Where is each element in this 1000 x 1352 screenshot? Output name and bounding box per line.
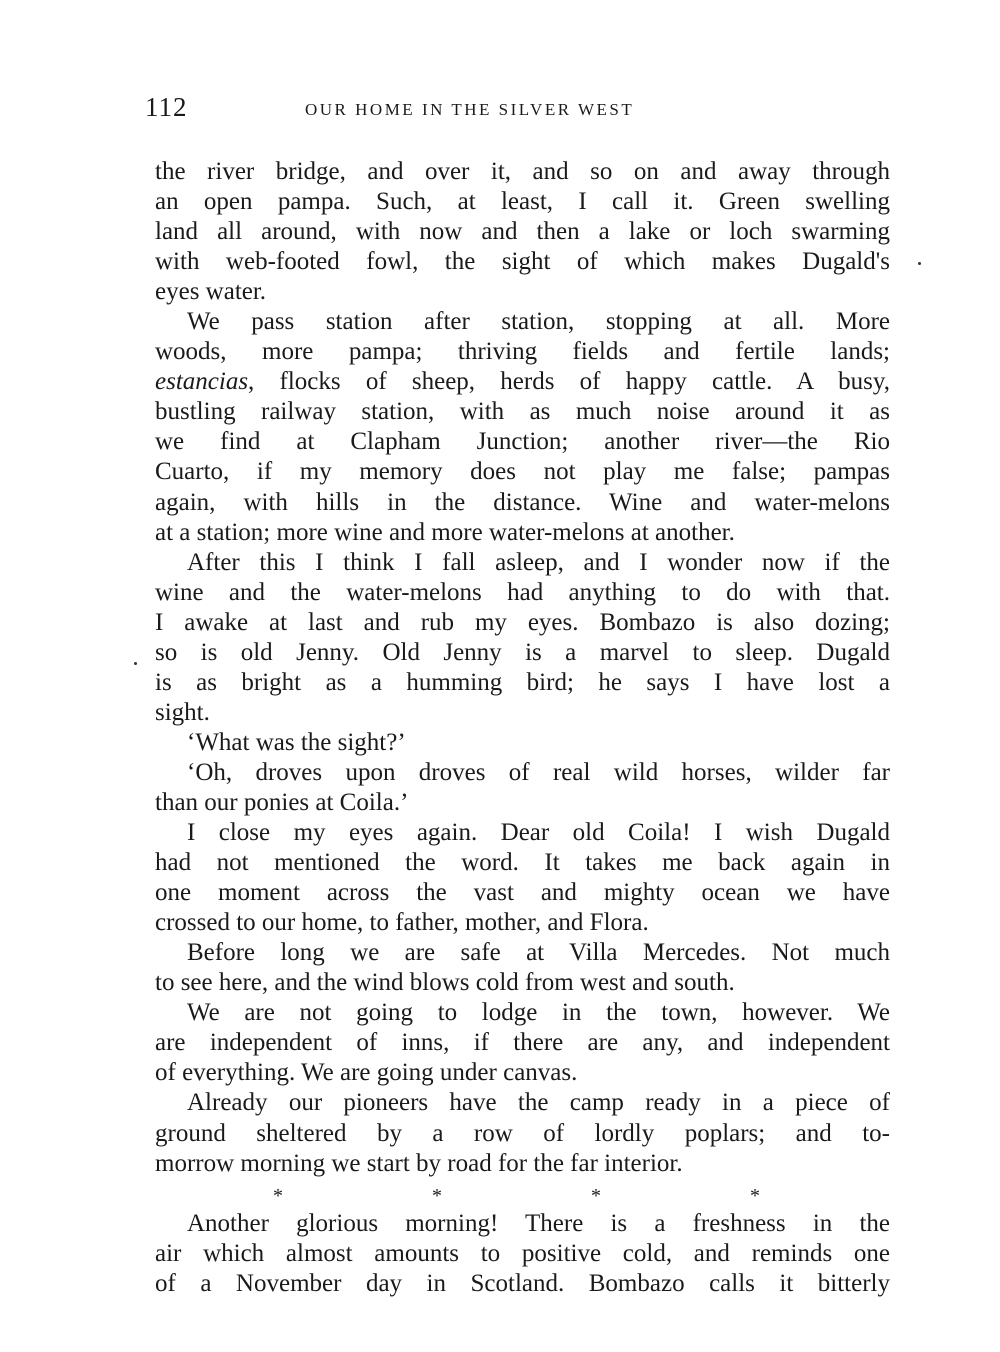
text-line: ‘Oh, droves upon droves of real wild horses, wilder far xyxy=(187,758,890,786)
text-line: of everything. We are going under canvas. xyxy=(155,1059,578,1087)
section-separator xyxy=(155,1179,890,1209)
text-line: We are not going to lodge in the town, however. We xyxy=(187,999,890,1027)
asterisk: * xyxy=(750,1184,760,1207)
page-number: 112 xyxy=(145,92,188,122)
text-line: Another glorious morning! There is a freshness in the xyxy=(187,1209,890,1237)
text-line: had not mentioned the word. It takes me back again in xyxy=(155,849,890,877)
asterisk: * xyxy=(591,1184,601,1207)
text-line: bustling railway station, with as much noise around it as xyxy=(155,398,890,426)
text-line: one moment across the vast and mighty ocean we have xyxy=(155,879,890,907)
text-line: wine and the water-melons had anything to do with that. xyxy=(155,578,890,606)
text-line: we find at Clapham Junction; another river—the Rio xyxy=(155,428,890,456)
body-text xyxy=(155,157,890,1299)
text-line: ground sheltered by a row of lordly poplars; and to- xyxy=(155,1119,890,1147)
text-line: again, with hills in the distance. Wine and water-melons xyxy=(155,488,890,516)
text-line: woods, more pampa; thriving fields and fertile lands; xyxy=(155,338,890,366)
text-line: at a station; more wine and more water-melons at another. xyxy=(155,518,735,546)
text-line: Cuarto, if my memory does not play me false; pampas xyxy=(155,458,890,486)
text-line: I awake at last and rub my eyes. Bombazo is also dozing; xyxy=(155,608,890,636)
text-line: crossed to our home, to father, mother, and Flora. xyxy=(155,909,649,937)
text-line: an open pampa. Such, at least, I call it. Green swelling xyxy=(155,188,890,216)
page-header xyxy=(145,92,885,132)
text-line: estancias, flocks of sheep, herds of happy cattle. A busy, xyxy=(155,368,890,396)
text-line: air which almost amounts to positive cold, and reminds one xyxy=(155,1239,890,1267)
text-line: morrow morning we start by road for the far interior. xyxy=(155,1149,683,1177)
scan-speck xyxy=(134,662,137,665)
text-line: land all around, with now and then a lake or loch swarming xyxy=(155,218,890,246)
text-line: with web-footed fowl, the sight of which makes Dugald's xyxy=(155,248,890,276)
text-line: ‘What was the sight?’ xyxy=(187,728,406,756)
scan-speck xyxy=(918,262,921,265)
running-title: OUR HOME IN THE SILVER WEST xyxy=(305,100,635,119)
text-line: sight. xyxy=(155,698,210,726)
text-line: We pass station after station, stopping at all. More xyxy=(187,308,890,336)
italic-word: estancias xyxy=(155,368,249,396)
text-line: than our ponies at Coila.’ xyxy=(155,788,409,816)
text-line: Before long we are safe at Villa Mercedes. Not much xyxy=(187,939,890,967)
asterisk: * xyxy=(432,1184,442,1207)
asterisk: * xyxy=(273,1184,283,1207)
text-line: Already our pioneers have the camp ready in a piece of xyxy=(187,1089,890,1117)
text-line: of a November day in Scotland. Bombazo calls it bitterly xyxy=(155,1269,890,1297)
text-line: the river bridge, and over it, and so on and away through xyxy=(155,158,890,185)
text-line: so is old Jenny. Old Jenny is a marvel to sleep. Dugald xyxy=(155,638,890,666)
text-line: to see here, and the wind blows cold from west and south. xyxy=(155,969,735,997)
text-line: are independent of inns, if there are any, and independent xyxy=(155,1029,890,1057)
text-line: I close my eyes again. Dear old Coila! I wish Dugald xyxy=(187,819,890,847)
text-line: After this I think I fall asleep, and I wonder now if the xyxy=(187,548,890,576)
text-line: eyes water. xyxy=(155,278,267,306)
text-line: is as bright as a humming bird; he says I have lost a xyxy=(155,668,890,696)
